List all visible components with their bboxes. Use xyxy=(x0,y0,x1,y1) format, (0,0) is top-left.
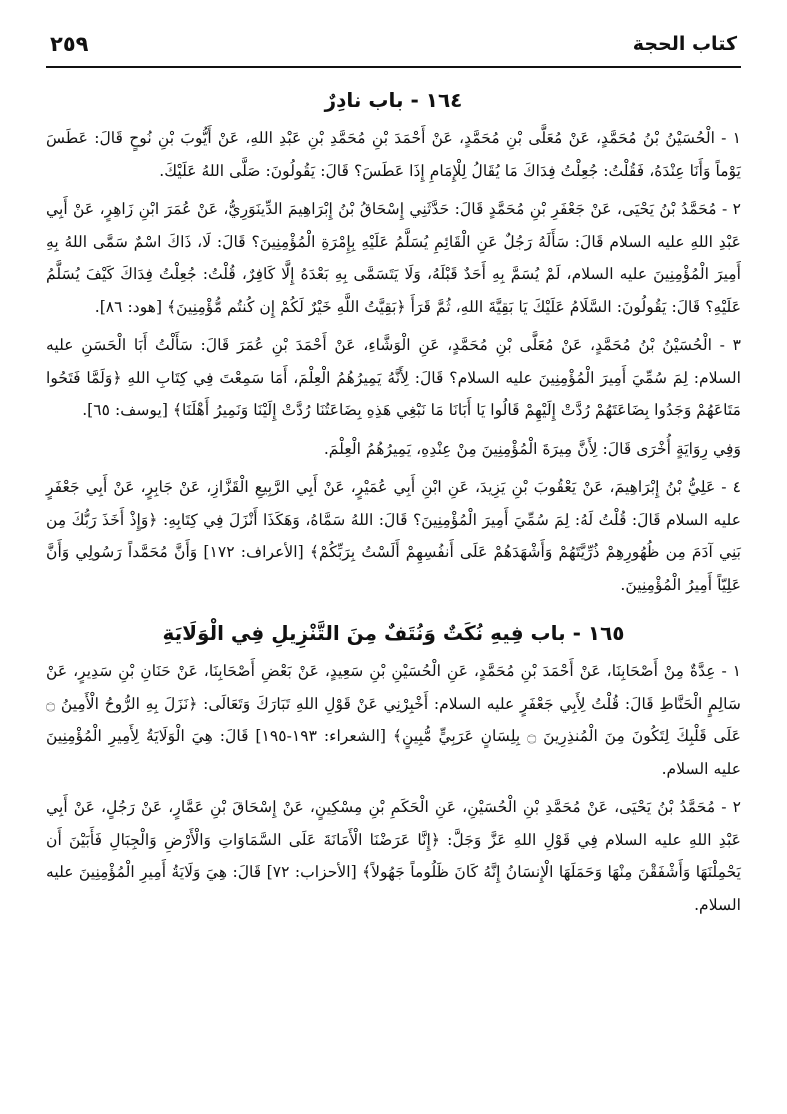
hadith-paragraph: ١ - الْحُسَيْنُ بْنُ مُحَمَّدٍ، عَنْ مُعَلَّى بْنِ مُحَمَّدٍ، عَنْ أَحْمَدَ بْنِ مُحَمَّدِ بْنِ عَبْدِ اللهِ، عَنْ أَيُّوبَ بْنِ نُوحٍ قَالَ: عَطَسَ يَوْماً وَأَنَا عِنْدَهُ، فَقُلْتُ: جُعِلْتُ فِدَاكَ مَا يُقَالُ لِلْإِمَامِ إِذَا عَطَسَ؟ قَالَ: يَقُولُونَ: صَلَّى اللهُ عَلَيْكَ. xyxy=(46,129,741,180)
hadith-paragraph: ٣ - الْحُسَيْنُ بْنُ مُحَمَّدٍ، عَنْ مُعَلَّى بْنِ مُحَمَّدٍ، عَنِ الْوَشَّاءِ، عَنْ أَحْمَدَ بْنِ عُمَرَ قَالَ: سَأَلْتُ أَبَا الْحَسَنِ عليه السلام: لِمَ سُمِّيَ أَمِيرَ الْمُؤْمِنِينَ عليه السلام؟ قَالَ: لِأَنَّهُ يَمِيرُهُمُ الْعِلْمَ، أَمَا سَمِعْتَ فِي كِتَابِ اللهِ ﴿وَلَمَّا فَتَحُوا مَتَاعَهُمْ وَجَدُوا بِضَاعَتَهُمْ رُدَّتْ إِلَيْهِمْ قَالُوا يَا أَبَانَا مَا نَبْغِي هَذِهِ بِضَاعَتُنَا رُدَّتْ إِلَيْنَا وَنَمِيرُ أَهْلَنَا﴾ [يوسف: ٦٥]. xyxy=(46,336,741,419)
page-number: ٢٥٩ xyxy=(50,32,89,56)
hadith-paragraph: ٤ - عَلِيُّ بْنُ إِبْرَاهِيمَ، عَنْ يَعْقُوبَ بْنِ يَزِيدَ، عَنِ ابْنِ أَبِي عُمَيْرٍ، عَنْ أَبِي الرَّبِيعِ الْقَزَّازِ، عَنْ جَابِرٍ، عَنْ أَبِي جَعْفَرٍ عليه السلام قَالَ: قُلْتُ لَهُ: لِمَ سُمِّيَ أَمِيرَ الْمُؤْمِنِينَ؟ قَالَ: اللهُ سَمَّاهُ، وَهَكَذَا أَنْزَلَ فِي كِتَابِهِ: ﴿وَإِذْ أَخَذَ رَبُّكَ مِن بَنِي آدَمَ مِن ظُهُورِهِمْ ذُرِّيَّتَهُمْ وَأَشْهَدَهُمْ عَلَى أَنفُسِهِمْ أَلَسْتُ بِرَبِّكُمْ﴾ [الأعراف: ١٧٢] وَأَنَّ مُحَمَّداً رَسُولِي وَأَنَّ عَلِيّاً أَمِيرُ الْمُؤْمِنِينَ. xyxy=(46,478,741,594)
book-title: كتاب الحجة xyxy=(632,33,737,55)
chapter-165 xyxy=(46,621,741,921)
chapter-title: ١٦٥ - باب فِيهِ نُكَتٌ وَنُتَفٌ مِنَ التَّنْزِيلِ فِي الْوَلَايَةِ xyxy=(162,621,625,645)
running-header xyxy=(46,30,741,68)
chapter-title: ١٦٤ - باب نادِرٌ xyxy=(324,88,463,112)
hadith-paragraph: ٢ - مُحَمَّدُ بْنُ يَحْيَى، عَنْ مُحَمَّدِ بْنِ الْحُسَيْنِ، عَنِ الْحَكَمِ بْنِ مِسْكِينٍ، عَنْ إِسْحَاقَ بْنِ عَمَّارٍ، عَنْ رَجُلٍ، عَنْ أَبِي عَبْدِ اللهِ عليه السلام فِي قَوْلِ اللهِ عَزَّ وَجَلَّ: ﴿إِنَّا عَرَضْنَا الْأَمَانَةَ عَلَى السَّمَاوَاتِ وَالْأَرْضِ وَالْجِبَالِ فَأَبَيْنَ أَن يَحْمِلْنَهَا وَأَشْفَقْنَ مِنْهَا وَحَمَلَهَا الْإِنسَانُ إِنَّهُ كَانَ ظَلُوماً جَهُولاً﴾ [الأحزاب: ٧٢] قَالَ: هِيَ وَلَايَةُ أَمِيرِ الْمُؤْمِنِينَ عليه السلام. xyxy=(46,798,741,914)
chapter-164 xyxy=(46,88,741,601)
hadith-paragraph: ١ - عِدَّةٌ مِنْ أَصْحَابِنَا، عَنْ أَحْمَدَ بْنِ مُحَمَّدٍ، عَنِ الْحُسَيْنِ بْنِ سَعِيدٍ، عَنْ بَعْضِ أَصْحَابِنَا، عَنْ حَنَانِ بْنِ سَدِيرٍ، عَنْ سَالِمٍ الْحَنَّاطِ قَالَ: قُلْتُ لِأَبِي جَعْفَرٍ عليه السلام: أَخْبِرْنِي عَنْ قَوْلِ اللهِ تَبَارَكَ وَتَعَالَى: ﴿نَزَلَ بِهِ الرُّوحُ الْأَمِينُ ۝ عَلَى قَلْبِكَ لِتَكُونَ مِنَ الْمُنذِرِينَ ۝ بِلِسَانٍ عَرَبِيٍّ مُّبِينٍ﴾ [الشعراء: ١٩٣-١٩٥] قَالَ: هِيَ الْوَلَايَةُ لِأَمِيرِ الْمُؤْمِنِينَ عليه السلام. xyxy=(46,662,741,778)
hadith-paragraph: ٢ - مُحَمَّدُ بْنُ يَحْيَى، عَنْ جَعْفَرِ بْنِ مُحَمَّدٍ قَالَ: حَدَّثَنِي إِسْحَاقُ بْنُ إِبْرَاهِيمَ الدِّينَوَرِيُّ، عَنْ عُمَرَ ابْنِ زَاهِرٍ، عَنْ أَبِي عَبْدِ اللهِ عليه السلام قَالَ: سَأَلَهُ رَجُلٌ عَنِ الْقَائِمِ يُسَلَّمُ عَلَيْهِ بِإِمْرَةِ الْمُؤْمِنِينَ؟ قَالَ: لَا، ذَاكَ اسْمٌ سَمَّى اللهُ بِهِ أَمِيرَ الْمُؤْمِنِينَ عليه السلام، لَمْ يُسَمَّ بِهِ أَحَدٌ قَبْلَهُ، وَلَا يَتَسَمَّى بِهِ بَعْدَهُ إِلَّا كَافِرٌ، قُلْتُ: جُعِلْتُ فِدَاكَ كَيْفَ يُسَلَّمُ عَلَيْهِ؟ قَالَ: يَقُولُونَ: السَّلَامُ عَلَيْكَ يَا بَقِيَّةَ اللهِ، ثُمَّ قَرَأَ ﴿بَقِيَّتُ اللَّهِ خَيْرٌ لَكُمْ إِن كُنتُم مُّؤْمِنِينَ﴾ [هود: ٨٦]. xyxy=(46,200,741,316)
hadith-paragraph: وَفِي رِوَايَةٍ أُخْرَى قَالَ: لِأَنَّ مِيرَةَ الْمُؤْمِنِينَ مِنْ عِنْدِهِ، يَمِيرُهُمُ الْعِلْمَ. xyxy=(323,439,741,458)
